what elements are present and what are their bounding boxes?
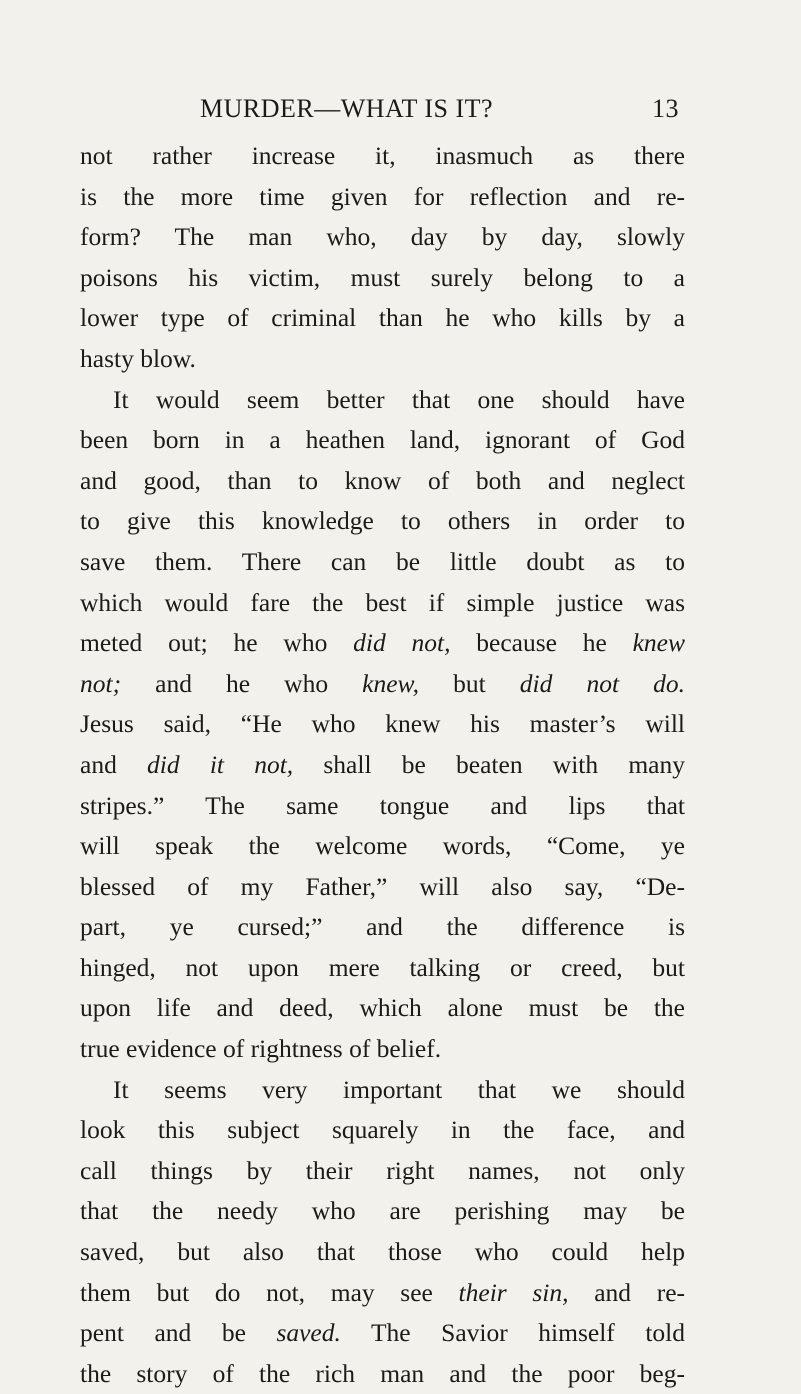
text-line bbox=[80, 664, 685, 705]
text-run: meted out; he who bbox=[80, 628, 354, 658]
italic-text: saved. bbox=[276, 1318, 341, 1348]
text-line: save them. There can be little doubt as to bbox=[80, 546, 685, 576]
text-run: and he who bbox=[121, 668, 363, 698]
text-line: It seems very important that we should bbox=[113, 1074, 685, 1104]
page-header bbox=[0, 86, 801, 126]
text-line: true evidence of rightness of belief. bbox=[80, 1034, 442, 1064]
text-run: because he bbox=[450, 628, 633, 658]
italic-text: knew, bbox=[362, 668, 420, 698]
text-run: and bbox=[80, 749, 148, 779]
text-line: hasty blow. bbox=[80, 343, 196, 373]
running-head: MURDER—WHAT IS IT? bbox=[200, 94, 494, 123]
page-number: 13 bbox=[652, 94, 679, 123]
text-line: part, ye cursed;” and the difference is bbox=[80, 912, 685, 942]
text-line: that the needy who are perishing may be bbox=[80, 1196, 685, 1226]
text-line: call things by their right names, not only bbox=[80, 1155, 685, 1185]
text-run: pent and be bbox=[80, 1318, 277, 1348]
text-line bbox=[80, 623, 685, 664]
text-line: stripes.” The same tongue and lips that bbox=[80, 790, 685, 820]
text-line: the story of the rich man and the poor beg- bbox=[80, 1358, 685, 1388]
italic-text: knew bbox=[632, 628, 686, 658]
text-run: but bbox=[419, 668, 520, 698]
body-text bbox=[80, 136, 685, 1394]
italic-text: did not do. bbox=[519, 668, 685, 698]
text-line: poisons his victim, must surely belong to a bbox=[80, 262, 685, 292]
text-line: saved, but also that those who could help bbox=[80, 1237, 685, 1267]
italic-text: did not, bbox=[353, 628, 451, 658]
text-line bbox=[80, 1313, 685, 1354]
text-line: lower type of criminal than he who kills by a bbox=[80, 303, 685, 333]
text-line: is the more time given for reflection and re- bbox=[80, 181, 685, 211]
text-run: them but do not, may see bbox=[80, 1277, 459, 1307]
text-run: shall be beaten with many bbox=[293, 749, 685, 779]
text-line: hinged, not upon mere talking or creed, but bbox=[80, 952, 685, 982]
text-line: to give this knowledge to others in order to bbox=[80, 506, 685, 536]
text-line: blessed of my Father,” will also say, “De- bbox=[80, 871, 685, 901]
text-line bbox=[80, 1273, 685, 1314]
text-line: It would seem better that one should have bbox=[113, 384, 685, 414]
text-line: and good, than to know of both and neglect bbox=[80, 465, 685, 495]
text-line bbox=[80, 745, 685, 786]
text-line: form? The man who, day by day, slowly bbox=[80, 222, 685, 252]
italic-text: not; bbox=[80, 668, 122, 698]
italic-text: did it not, bbox=[147, 749, 294, 779]
text-line: been born in a heathen land, ignorant of God bbox=[80, 425, 685, 455]
text-line: Jesus said, “He who knew his master’s will bbox=[80, 709, 685, 739]
text-run: The Savior himself told bbox=[340, 1318, 685, 1348]
text-line: will speak the welcome words, “Come, ye bbox=[80, 831, 685, 861]
italic-text: their sin, bbox=[458, 1277, 569, 1307]
text-run: and re- bbox=[568, 1277, 686, 1307]
text-line: not rather increase it, inasmuch as there bbox=[80, 141, 685, 170]
text-line: which would fare the best if simple justice was bbox=[80, 587, 685, 617]
text-line: look this subject squarely in the face, and bbox=[80, 1115, 685, 1145]
text-line: upon life and deed, which alone must be the bbox=[80, 993, 685, 1023]
